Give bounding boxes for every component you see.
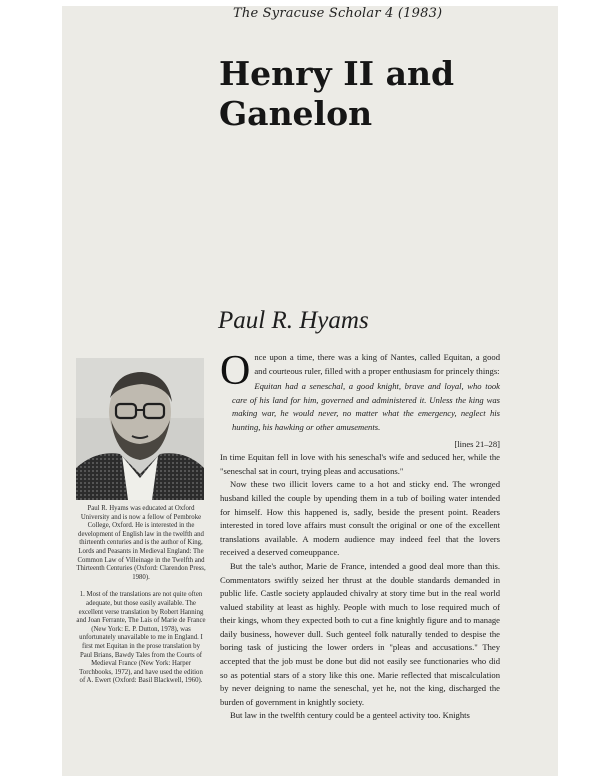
author-portrait-image [76,358,204,500]
handwritten-citation: The Syracuse Scholar 4 (1983) [233,6,443,21]
author-name: Paul R. Hyams [218,307,369,334]
footnote-1: 1. Most of the translations are not quite often adequate, but those easily available. The excellent verse translation by Robert Hanning and Joan Ferrante, The Lais of Marie de France (New York: E. P. Dutton, 1978), was unfortunately unavailable to me in England. I first met Equitan in the prose translation by Paul Brians, Bawdy Tales from the Courts of Medieval France (New York: Harper Torchbooks, 1972), and have used the edition of A. Ewert (Oxford: Basil Blackwell, 1960). [76,591,206,685]
paragraph-5: But law in the twelfth century could be a genteel activity too. Knights [230,710,470,721]
drop-cap: O [220,348,251,394]
title-line-1: Henry II and [219,54,455,93]
author-bio: Paul R. Hyams was educated at Oxford University and is now a fellow of Pembroke College, Oxford. He is interested in the development of English law in the twelfth and thirteenth centuries and is the author of King, Lords and Peasants in Medieval England: The Common Law of Villeinage in the Twelfth and Thirteenth Centuries (Oxford: Clarendon Press, 1980). [76,505,206,581]
paragraph-3: Now these two illicit lovers came to a hot and sticky end. The wronged husband killed the couple by upending them in a tub of boiling water intended for himself. How this happened is, sadly, beside the present point. Readers interested in tored love affairs must consult the original or one of the excellent translations available. A modern audience may indeed feel that the lovers received a deserved comeuppance. [220,479,500,558]
opening-text: nce upon a time, there was a king of Nantes, called Equitan, a good and courteous ruler, filled with a proper enthusiasm for princely things: [254,352,500,376]
opening-paragraph [220,348,500,394]
block-quote: Equitan had a seneschal, a good knight, brave and loyal, who took care of his land for him, governed and administered it. Unless the king was making war, he would never, no matter what the emergency, neglect his hunting, his hawking or other amusements. [232,381,500,432]
paragraph-4: But the tale's author, Marie de France, intended a good deal more than this. Commentators swiftly seized her thrust at the double standards demanded in public life. Castle society applauded chivalry at story time but in the real world valued stability at least as highly. People with much to lose required much of their kings, whom they expected both to cut a fine knightly figure and to manage daily business, however dull. Such genteel folk naturally tended to despise the boring task of justicing the lower orders in "pleas and accusations." They accepted that the job must be done but did not easily see functionaries who did so as potential stars of a story like this one. Marie reflected that miscalculation by never deigning to name the seneschal, yet he, not the king, discharged the burden of government in knightly society. [220,560,500,707]
quote-line-reference: [lines 21–28] [454,438,500,449]
article-body [220,348,500,723]
paragraph-2: In time Equitan fell in love with his seneschal's wife and seduced her, while the "seneschal sat in court, trying pleas and accusations." [220,452,500,476]
sidebar-column [76,505,206,695]
title-line-2: Ganelon [219,94,373,133]
author-photo [76,358,204,500]
article-title [219,54,454,134]
